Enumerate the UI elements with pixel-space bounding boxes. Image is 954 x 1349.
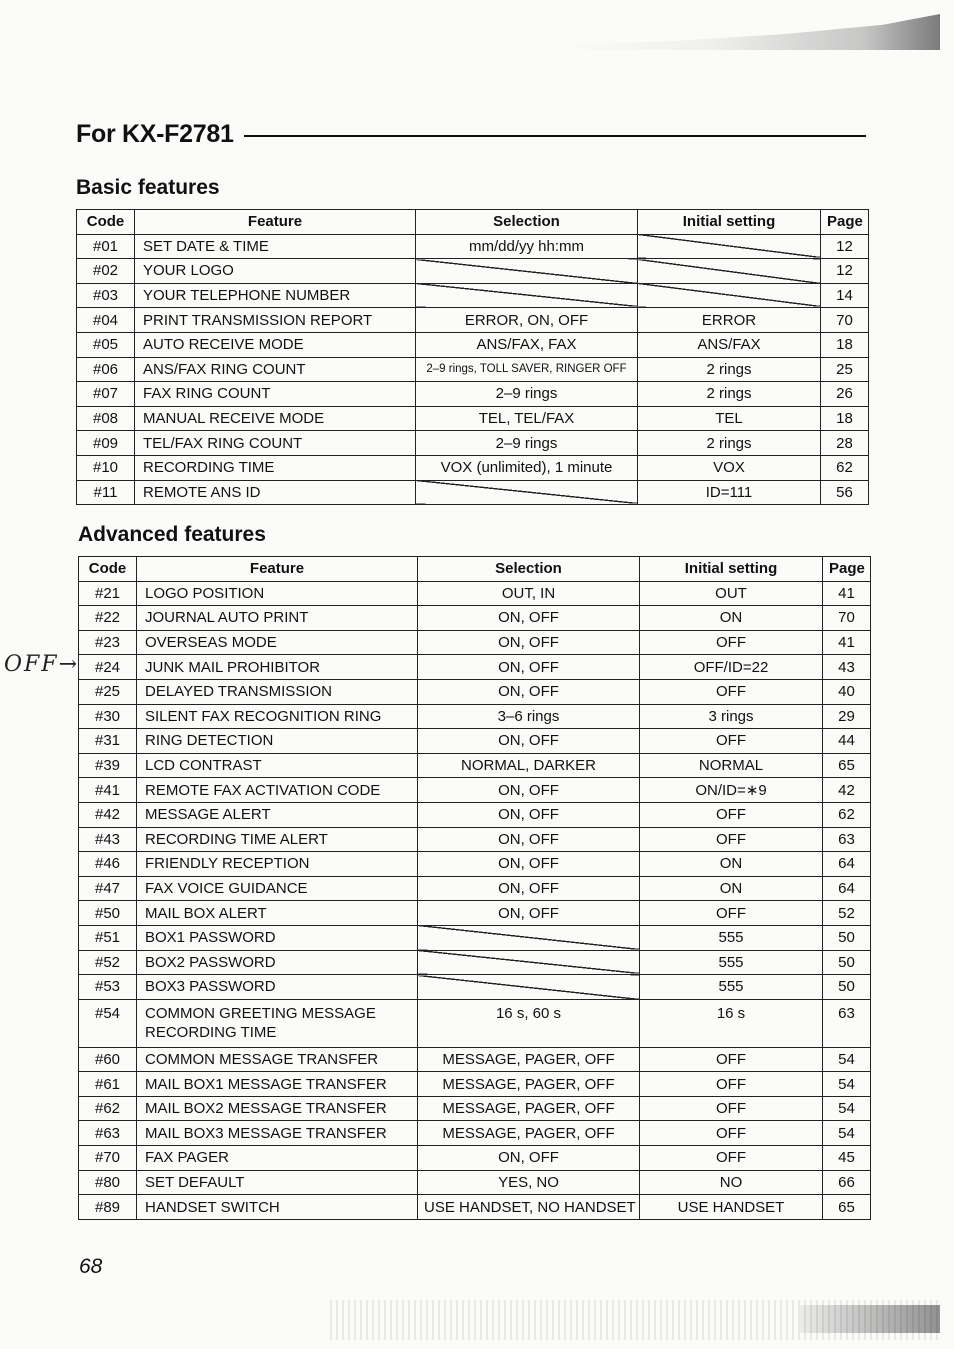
page-cell: 54 <box>823 1072 871 1097</box>
table-row <box>77 234 869 259</box>
table-row <box>79 1121 871 1146</box>
initial-setting-cell: ON/ID=∗9 <box>640 778 823 803</box>
page-cell: 50 <box>823 950 871 975</box>
page-title: For KX-F2781 <box>76 119 234 148</box>
code-cell: #30 <box>79 704 137 729</box>
advanced-features-heading: Advanced features <box>78 523 266 546</box>
table-row <box>79 999 871 1047</box>
initial-setting-cell: ID=111 <box>638 480 821 505</box>
selection-cell: mm/dd/yy hh:mm <box>416 234 638 259</box>
selection-cell: MESSAGE, PAGER, OFF <box>418 1096 640 1121</box>
initial-setting-cell: TEL <box>638 406 821 431</box>
page-cell: 26 <box>821 382 869 407</box>
page-cell: 18 <box>821 332 869 357</box>
column-header-initial-setting: Initial setting <box>640 557 823 582</box>
code-cell: #07 <box>77 382 135 407</box>
table-row <box>79 1096 871 1121</box>
table-row <box>79 827 871 852</box>
initial-setting-cell <box>638 283 821 308</box>
selection-cell: MESSAGE, PAGER, OFF <box>418 1121 640 1146</box>
code-cell: #61 <box>79 1072 137 1097</box>
code-cell: #04 <box>77 308 135 333</box>
code-cell: #80 <box>79 1170 137 1195</box>
selection-cell: ON, OFF <box>418 606 640 631</box>
feature-cell: ANS/FAX RING COUNT <box>135 357 416 382</box>
feature-cell: BOX3 PASSWORD <box>137 975 418 1000</box>
table-row <box>79 679 871 704</box>
page-cell: 63 <box>823 827 871 852</box>
selection-cell: ON, OFF <box>418 655 640 680</box>
feature-cell: YOUR TELEPHONE NUMBER <box>135 283 416 308</box>
page-cell: 66 <box>823 1170 871 1195</box>
initial-setting-cell <box>638 234 821 259</box>
page-cell: 18 <box>821 406 869 431</box>
initial-setting-cell: OFF <box>640 802 823 827</box>
page-cell: 28 <box>821 431 869 456</box>
feature-cell: SET DATE & TIME <box>135 234 416 259</box>
page-cell: 62 <box>821 455 869 480</box>
code-cell: #01 <box>77 234 135 259</box>
initial-setting-cell: ERROR <box>638 308 821 333</box>
initial-setting-cell: 2 rings <box>638 357 821 382</box>
title-row <box>76 118 866 150</box>
table-row <box>79 901 871 926</box>
page-cell: 54 <box>823 1047 871 1072</box>
selection-cell: TEL, TEL/FAX <box>416 406 638 431</box>
initial-setting-cell: OFF <box>640 729 823 754</box>
page-cell: 44 <box>823 729 871 754</box>
selection-cell: ON, OFF <box>418 876 640 901</box>
initial-setting-cell: 555 <box>640 925 823 950</box>
page-cell: 12 <box>821 234 869 259</box>
code-cell: #47 <box>79 876 137 901</box>
page-cell: 56 <box>821 480 869 505</box>
selection-cell: 3–6 rings <box>418 704 640 729</box>
table-row <box>79 876 871 901</box>
table-header-row <box>79 557 871 582</box>
table-row <box>79 630 871 655</box>
initial-setting-cell: USE HANDSET <box>640 1195 823 1220</box>
feature-cell: FAX RING COUNT <box>135 382 416 407</box>
table-row <box>79 753 871 778</box>
initial-setting-cell: ANS/FAX <box>638 332 821 357</box>
feature-cell: HANDSET SWITCH <box>137 1195 418 1220</box>
code-cell: #10 <box>77 455 135 480</box>
page-number: 68 <box>79 1255 103 1278</box>
selection-cell: NORMAL, DARKER <box>418 753 640 778</box>
selection-cell <box>418 975 640 1000</box>
feature-cell: MAIL BOX3 MESSAGE TRANSFER <box>137 1121 418 1146</box>
code-cell: #41 <box>79 778 137 803</box>
column-header-feature: Feature <box>137 557 418 582</box>
table-row <box>79 925 871 950</box>
initial-setting-cell: 2 rings <box>638 382 821 407</box>
initial-setting-cell: VOX <box>638 455 821 480</box>
table-row <box>77 382 869 407</box>
page-cell: 50 <box>823 925 871 950</box>
selection-cell: ON, OFF <box>418 852 640 877</box>
initial-setting-cell: 16 s <box>640 999 823 1047</box>
table-row <box>79 1146 871 1171</box>
table-row <box>77 455 869 480</box>
page-cell: 12 <box>821 259 869 284</box>
page-cell: 65 <box>823 753 871 778</box>
selection-cell: ON, OFF <box>418 630 640 655</box>
initial-setting-cell: OFF <box>640 827 823 852</box>
table-row <box>79 1072 871 1097</box>
page-cell: 64 <box>823 852 871 877</box>
code-cell: #62 <box>79 1096 137 1121</box>
page-cell: 41 <box>823 630 871 655</box>
table-row <box>77 406 869 431</box>
code-cell: #89 <box>79 1195 137 1220</box>
code-cell: #60 <box>79 1047 137 1072</box>
feature-cell: YOUR LOGO <box>135 259 416 284</box>
initial-setting-cell: OFF <box>640 901 823 926</box>
code-cell: #42 <box>79 802 137 827</box>
feature-cell: REMOTE FAX ACTIVATION CODE <box>137 778 418 803</box>
selection-cell <box>418 925 640 950</box>
feature-cell: MAIL BOX ALERT <box>137 901 418 926</box>
selection-cell: ON, OFF <box>418 778 640 803</box>
page-cell: 63 <box>823 999 871 1047</box>
page-cell: 54 <box>823 1096 871 1121</box>
selection-cell: MESSAGE, PAGER, OFF <box>418 1047 640 1072</box>
selection-cell: ON, OFF <box>418 827 640 852</box>
page-cell: 45 <box>823 1146 871 1171</box>
selection-cell: 16 s, 60 s <box>418 999 640 1047</box>
column-header-code: Code <box>77 210 135 235</box>
table-row <box>79 1170 871 1195</box>
column-header-selection: Selection <box>418 557 640 582</box>
feature-cell: MAIL BOX2 MESSAGE TRANSFER <box>137 1096 418 1121</box>
feature-cell: MANUAL RECEIVE MODE <box>135 406 416 431</box>
table-row <box>77 259 869 284</box>
code-cell: #06 <box>77 357 135 382</box>
page-cell: 70 <box>823 606 871 631</box>
page-cell: 25 <box>821 357 869 382</box>
code-cell: #70 <box>79 1146 137 1171</box>
page-cell: 43 <box>823 655 871 680</box>
feature-cell: AUTO RECEIVE MODE <box>135 332 416 357</box>
table-row <box>79 1195 871 1220</box>
table-row <box>77 283 869 308</box>
selection-cell: MESSAGE, PAGER, OFF <box>418 1072 640 1097</box>
code-cell: #24 <box>79 655 137 680</box>
feature-cell: RECORDING TIME ALERT <box>137 827 418 852</box>
column-header-code: Code <box>79 557 137 582</box>
table-row <box>79 606 871 631</box>
selection-cell: ON, OFF <box>418 1146 640 1171</box>
code-cell: #11 <box>77 480 135 505</box>
table-row <box>77 308 869 333</box>
feature-cell: JUNK MAIL PROHIBITOR <box>137 655 418 680</box>
table-row <box>79 852 871 877</box>
selection-cell: USE HANDSET, NO HANDSET <box>418 1195 640 1220</box>
page-cell: 29 <box>823 704 871 729</box>
code-cell: #63 <box>79 1121 137 1146</box>
feature-cell: DELAYED TRANSMISSION <box>137 679 418 704</box>
table-row <box>79 975 871 1000</box>
column-header-page: Page <box>823 557 871 582</box>
feature-cell: OVERSEAS MODE <box>137 630 418 655</box>
feature-cell: RING DETECTION <box>137 729 418 754</box>
feature-cell: MAIL BOX1 MESSAGE TRANSFER <box>137 1072 418 1097</box>
feature-cell: SILENT FAX RECOGNITION RING <box>137 704 418 729</box>
selection-cell: 2–9 rings <box>416 382 638 407</box>
code-cell: #54 <box>79 999 137 1047</box>
page-cell: 65 <box>823 1195 871 1220</box>
selection-cell: ERROR, ON, OFF <box>416 308 638 333</box>
selection-cell <box>416 259 638 284</box>
selection-cell: ON, OFF <box>418 729 640 754</box>
selection-cell: 2–9 rings, TOLL SAVER, RINGER OFF <box>416 357 638 382</box>
feature-cell: MESSAGE ALERT <box>137 802 418 827</box>
initial-setting-cell: ON <box>640 852 823 877</box>
table-row <box>79 950 871 975</box>
code-cell: #21 <box>79 581 137 606</box>
code-cell: #53 <box>79 975 137 1000</box>
feature-cell: TEL/FAX RING COUNT <box>135 431 416 456</box>
code-cell: #43 <box>79 827 137 852</box>
page-cell: 14 <box>821 283 869 308</box>
basic-features-table <box>76 209 869 505</box>
code-cell: #25 <box>79 679 137 704</box>
initial-setting-cell: OUT <box>640 581 823 606</box>
title-rule <box>244 135 866 137</box>
table-row <box>79 802 871 827</box>
selection-cell <box>418 950 640 975</box>
code-cell: #46 <box>79 852 137 877</box>
advanced-features-table <box>78 556 871 1220</box>
table-row <box>79 1047 871 1072</box>
code-cell: #50 <box>79 901 137 926</box>
table-row <box>77 480 869 505</box>
feature-cell: FAX VOICE GUIDANCE <box>137 876 418 901</box>
code-cell: #02 <box>77 259 135 284</box>
column-header-page: Page <box>821 210 869 235</box>
initial-setting-cell: OFF <box>640 1072 823 1097</box>
code-cell: #23 <box>79 630 137 655</box>
selection-cell: ANS/FAX, FAX <box>416 332 638 357</box>
selection-cell <box>416 480 638 505</box>
feature-cell: SET DEFAULT <box>137 1170 418 1195</box>
code-cell: #52 <box>79 950 137 975</box>
code-cell: #51 <box>79 925 137 950</box>
table-row <box>77 431 869 456</box>
code-cell: #09 <box>77 431 135 456</box>
code-cell: #03 <box>77 283 135 308</box>
selection-cell: OUT, IN <box>418 581 640 606</box>
column-header-initial-setting: Initial setting <box>638 210 821 235</box>
table-row <box>79 581 871 606</box>
table-row <box>77 332 869 357</box>
initial-setting-cell: NORMAL <box>640 753 823 778</box>
feature-cell: JOURNAL AUTO PRINT <box>137 606 418 631</box>
table-row <box>79 729 871 754</box>
initial-setting-cell: 2 rings <box>638 431 821 456</box>
code-cell: #08 <box>77 406 135 431</box>
initial-setting-cell: ON <box>640 876 823 901</box>
initial-setting-cell: OFF <box>640 679 823 704</box>
feature-cell: LOGO POSITION <box>137 581 418 606</box>
code-cell: #05 <box>77 332 135 357</box>
page-cell: 50 <box>823 975 871 1000</box>
selection-cell: YES, NO <box>418 1170 640 1195</box>
table-row <box>79 655 871 680</box>
column-header-feature: Feature <box>135 210 416 235</box>
column-header-selection: Selection <box>416 210 638 235</box>
page-cell: 70 <box>821 308 869 333</box>
feature-cell: RECORDING TIME <box>135 455 416 480</box>
selection-cell <box>416 283 638 308</box>
page-cell: 40 <box>823 679 871 704</box>
initial-setting-cell: OFF <box>640 1121 823 1146</box>
initial-setting-cell: ON <box>640 606 823 631</box>
page-cell: 54 <box>823 1121 871 1146</box>
scan-shadow-bottom <box>800 1305 940 1333</box>
code-cell: #39 <box>79 753 137 778</box>
feature-cell: COMMON GREETING MESSAGE RECORDING TIME <box>137 999 418 1047</box>
initial-setting-cell: OFF/ID=22 <box>640 655 823 680</box>
initial-setting-cell: 555 <box>640 950 823 975</box>
feature-cell: BOX2 PASSWORD <box>137 950 418 975</box>
feature-cell: COMMON MESSAGE TRANSFER <box>137 1047 418 1072</box>
initial-setting-cell: OFF <box>640 1146 823 1171</box>
selection-cell: ON, OFF <box>418 679 640 704</box>
feature-cell: BOX1 PASSWORD <box>137 925 418 950</box>
initial-setting-cell: OFF <box>640 1047 823 1072</box>
table-header-row <box>77 210 869 235</box>
page-cell: 62 <box>823 802 871 827</box>
code-cell: #22 <box>79 606 137 631</box>
initial-setting-cell: 3 rings <box>640 704 823 729</box>
scan-shadow-top <box>560 14 940 50</box>
feature-cell: PRINT TRANSMISSION REPORT <box>135 308 416 333</box>
initial-setting-cell <box>638 259 821 284</box>
selection-cell: VOX (unlimited), 1 minute <box>416 455 638 480</box>
page-cell: 64 <box>823 876 871 901</box>
initial-setting-cell: OFF <box>640 1096 823 1121</box>
feature-cell: FRIENDLY RECEPTION <box>137 852 418 877</box>
table-row <box>77 357 869 382</box>
feature-cell: LCD CONTRAST <box>137 753 418 778</box>
feature-cell: REMOTE ANS ID <box>135 480 416 505</box>
page-cell: 41 <box>823 581 871 606</box>
selection-cell: ON, OFF <box>418 802 640 827</box>
handwritten-annotation: OFF→ <box>4 652 79 677</box>
page-cell: 42 <box>823 778 871 803</box>
initial-setting-cell: 555 <box>640 975 823 1000</box>
selection-cell: ON, OFF <box>418 901 640 926</box>
feature-cell: FAX PAGER <box>137 1146 418 1171</box>
table-row <box>79 778 871 803</box>
code-cell: #31 <box>79 729 137 754</box>
selection-cell: 2–9 rings <box>416 431 638 456</box>
page-cell: 52 <box>823 901 871 926</box>
initial-setting-cell: NO <box>640 1170 823 1195</box>
table-row <box>79 704 871 729</box>
basic-features-heading: Basic features <box>76 176 220 199</box>
initial-setting-cell: OFF <box>640 630 823 655</box>
